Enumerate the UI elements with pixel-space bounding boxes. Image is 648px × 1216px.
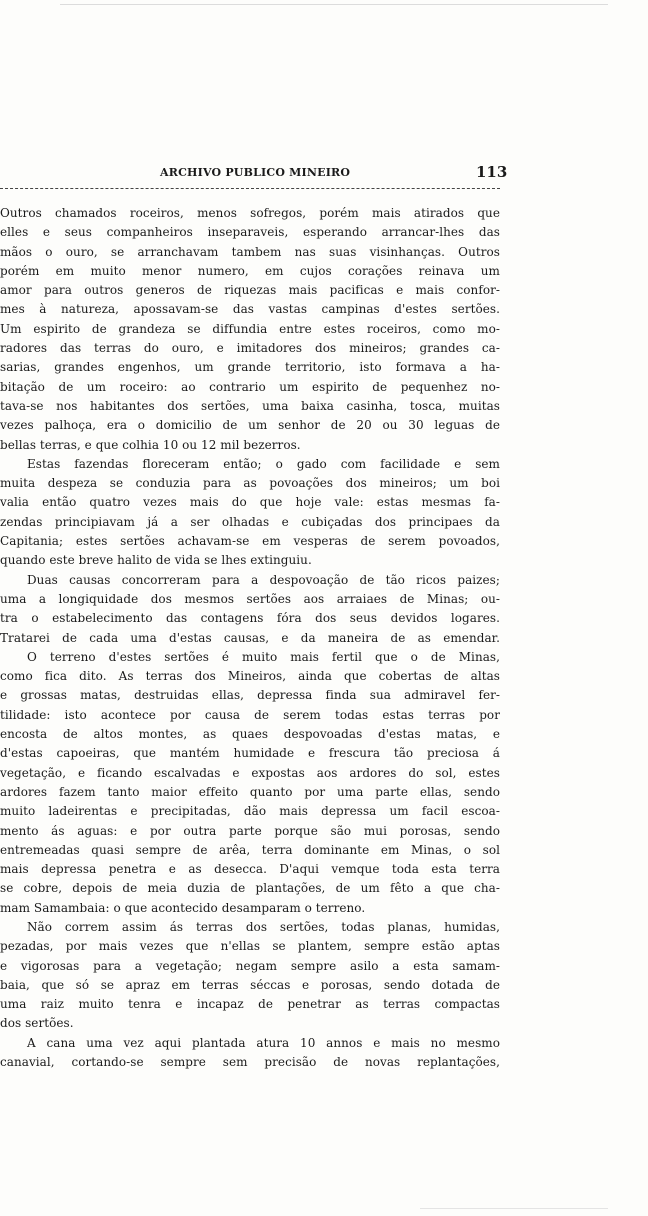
- text-line: pezadas, por mais vezes que n'ellas se plantem, sempre estão aptas: [0, 939, 500, 954]
- text-line: se cobre, depois de meia duzia de plantações, de um fêto a que cha-: [0, 881, 500, 896]
- text-line: encosta de altos montes, as quaes despovoadas d'estas matas, e: [0, 727, 500, 742]
- text-line: entremeadas quasi sempre de arêa, terra dominante em Minas, o sol: [0, 842, 500, 857]
- text-line: Duas causas concorreram para a despovoação de tão ricos paizes;: [27, 572, 500, 587]
- text-line: Tratarei de cada uma d'estas causas, e da maneira de as emendar.: [0, 630, 500, 645]
- text-line: tava-se nos habitantes dos sertões, uma baixa casinha, tosca, muitas: [0, 398, 500, 413]
- text-line: radores das terras do ouro, e imitadores dos mineiros; grandes ca-: [0, 341, 500, 356]
- text-line: valia então quatro vezes mais do que hoje vale: estas mesmas fa-: [0, 495, 500, 510]
- running-header: [0, 163, 508, 184]
- text-line: mam Samambaia: o que acontecido desamparam o terreno.: [0, 900, 366, 915]
- body-text: [0, 204, 500, 1072]
- text-line: como fica dito. As terras dos Mineiros, ainda que cobertas de altas: [0, 669, 500, 684]
- text-line: e vigorosas para a vegetação; negam sempre asilo a esta samam-: [0, 958, 500, 973]
- text-line: Estas fazendas floreceram então; o gado com facilidade e sem: [27, 456, 500, 471]
- text-line: muito ladeirentas e precipitadas, dão mais depressa um facil escoa-: [0, 804, 500, 819]
- text-line: quando este breve halito de vida se lhes extinguiu.: [0, 553, 312, 568]
- text-line: vegetação, e ficando escalvadas e expostas aos ardores do sol, estes: [0, 765, 500, 780]
- text-line: e grossas matas, destruidas ellas, depressa finda sua admiravel fer-: [0, 688, 500, 703]
- text-line: tilidade: isto acontece por causa de serem todas estas terras por: [0, 707, 500, 722]
- text-line: uma raiz muito tenra e incapaz de penetrar as terras compactas: [0, 997, 500, 1012]
- text-line: Um espirito de grandeza se diffundia entre estes roceiros, como mo-: [0, 321, 500, 336]
- text-line: ardores fazem tanto maior effeito quanto por uma parte ellas, sendo: [0, 784, 500, 799]
- text-line: elles e seus companheiros inseparaveis, esperando arrancar-lhes das: [0, 225, 500, 240]
- text-line: mais depressa penetra e as desecca. D'aqui vemque toda esta terra: [0, 862, 500, 877]
- text-line: mes à natureza, apossavam-se das vastas campinas d'estes sertões.: [0, 302, 500, 317]
- header-rule: [0, 188, 500, 189]
- text-line: zendas principiavam já a ser olhadas e cubiçadas dos principaes da: [0, 514, 500, 529]
- text-line: porém em muito menor numero, em cujos corações reinava um: [0, 263, 500, 278]
- text-line: amor para outros generos de riquezas mais pacificas e mais confor-: [0, 283, 500, 298]
- text-line: O terreno d'estes sertões é muito mais fertil que o de Minas,: [27, 649, 500, 664]
- text-line: sarias, grandes engenhos, um grande territorio, isto formava a ha-: [0, 360, 500, 375]
- text-line: d'estas capoeiras, que mantém humidade e frescura tão preciosa á: [0, 746, 500, 761]
- text-line: tra o estabelecimento das contagens fóra dos seus devidos logares.: [0, 611, 500, 626]
- text-line: vezes palhoça, era o domicilio de um senhor de 20 ou 30 leguas de: [0, 418, 500, 433]
- text-line: muita despeza se conduzia para as povoações dos mineiros; um boi: [0, 476, 500, 491]
- text-line: mãos o ouro, se arranchavam tambem nas suas visinhanças. Outros: [0, 244, 500, 259]
- text-line: bitação de um roceiro: ao contrario um espirito de pequenhez no-: [0, 379, 500, 394]
- text-line: Outros chamados roceiros, menos sofregos, porém mais atirados que: [0, 206, 500, 220]
- text-line: Capitania; estes sertões achavam-se em vesperas de serem povoados,: [0, 534, 500, 549]
- text-line: A cana uma vez aqui plantada atura 10 annos e mais no mesmo: [27, 1035, 500, 1050]
- text-line: dos sertões.: [0, 1016, 74, 1031]
- text-line: mento ás aguas: e por outra parte porque são mui porosas, sendo: [0, 823, 500, 838]
- page-number: 113: [476, 163, 508, 181]
- text-line: bellas terras, e que colhia 10 ou 12 mil bezerros.: [0, 437, 301, 452]
- text-line: baia, que só se apraz em terras séccas e porosas, sendo dotada de: [0, 977, 500, 992]
- scan-edge-line-bottom: [420, 1208, 608, 1209]
- text-line: Não correm assim ás terras dos sertões, todas planas, humidas,: [27, 919, 500, 934]
- text-line: uma a longiquidade dos mesmos sertões aos arraiaes de Minas; ou-: [0, 591, 500, 606]
- scan-edge-line: [60, 4, 608, 5]
- header-title: ARCHIVO PUBLICO MINEIRO: [160, 166, 351, 179]
- text-line: canavial, cortando-se sempre sem precisão de novas replantações,: [0, 1055, 500, 1070]
